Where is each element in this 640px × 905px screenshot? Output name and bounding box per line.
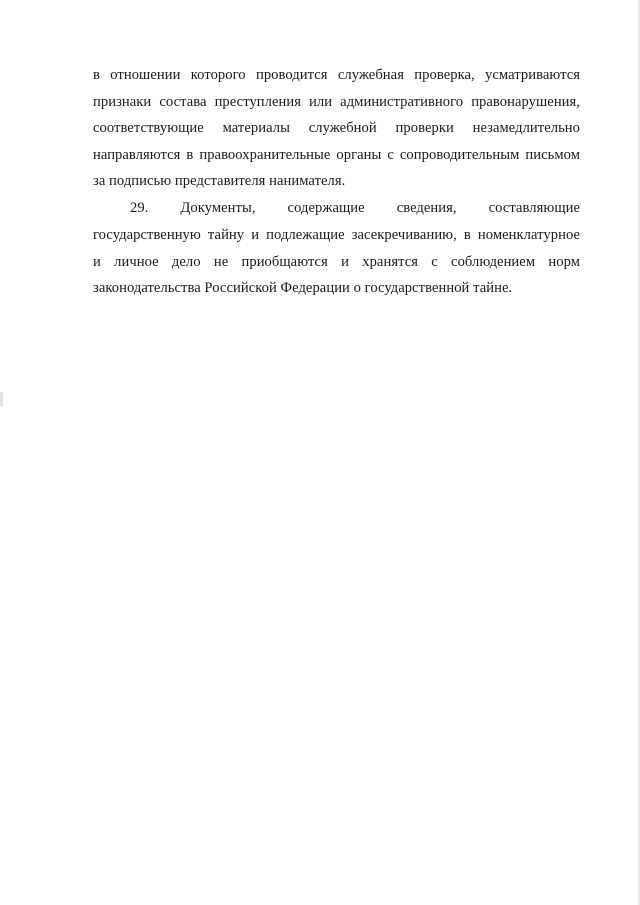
document-body: [93, 62, 580, 302]
text-line: направляются в правоохранительные органы с сопроводительным письмом: [93, 146, 580, 163]
text-line: законодательства Российской Федерации о государственной тайне.: [93, 280, 513, 297]
text-line: признаки состава преступления или административного правонарушения,: [93, 93, 580, 110]
text-line: и личное дело не приобщаются и хранятся с соблюдением норм: [93, 253, 580, 270]
text-line: 29. Документы, содержащие сведения, составляющие: [130, 200, 580, 217]
text-line: государственную тайну и подлежащие засекречиванию, в номенклатурное: [93, 227, 580, 244]
paragraph-29: [93, 195, 580, 301]
text-line: в отношении которого проводится служебная проверка, усматриваются: [93, 67, 580, 83]
text-line: соответствующие материалы служебной проверки незамедлительно: [93, 120, 580, 137]
text-line: за подписью представителя нанимателя.: [93, 173, 346, 190]
paragraph-continuation: [93, 62, 580, 195]
scan-mark: [0, 392, 3, 406]
